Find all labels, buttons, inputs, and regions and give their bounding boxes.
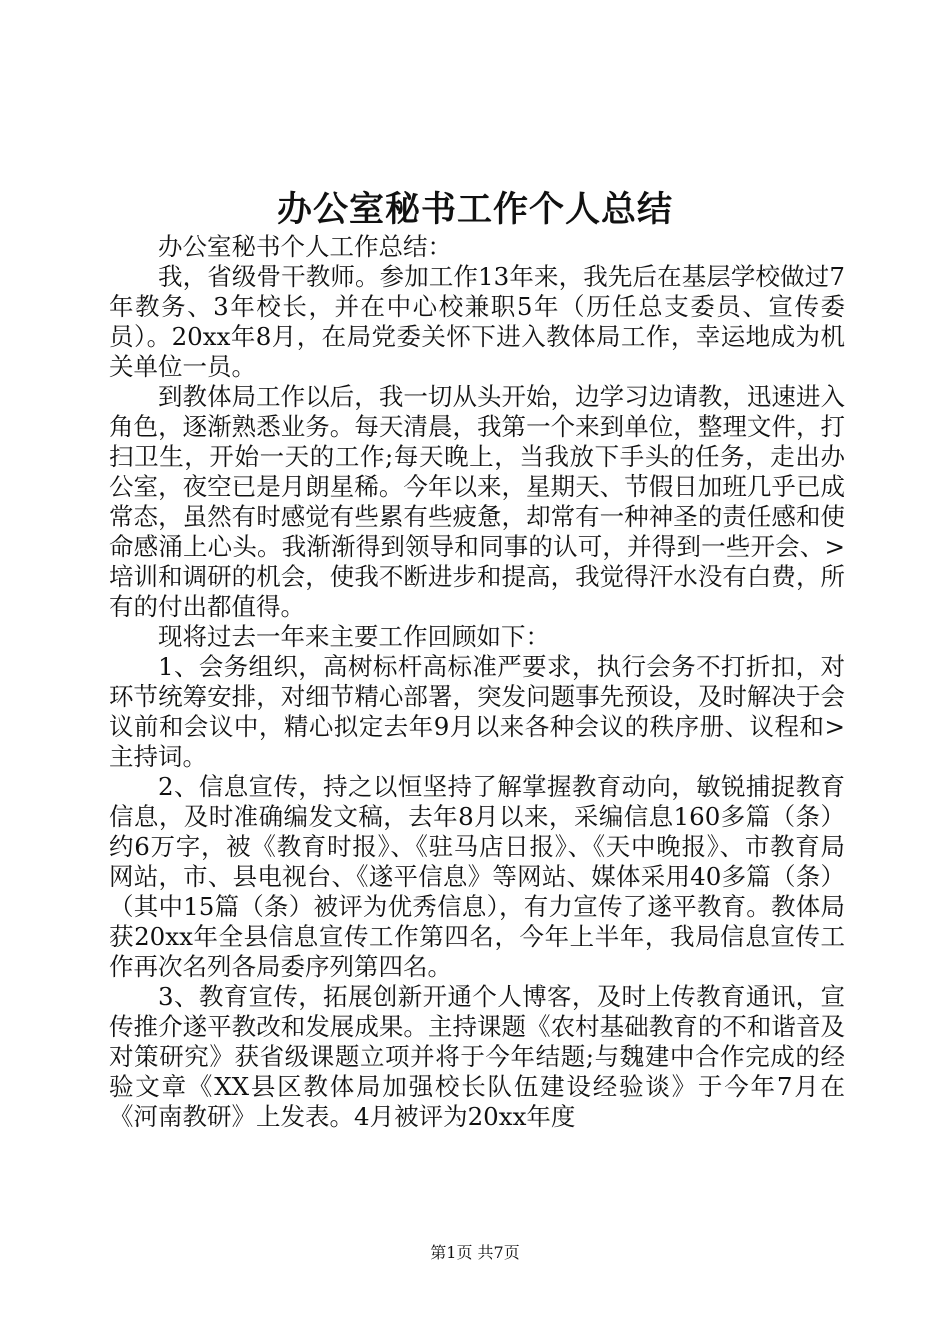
paragraph: 3、教育宣传，拓展创新开通个人博客，及时上传教育通讯，宣传推介遂平教改和发展成果。主持课题《农村基础教育的不和谐音及对策研究》获省级课题立项并将于今年结题;与魏建中合作完成的经验文章《XX县区教体局加强校长队伍建设经验谈》于今年7月在《河南教研》上发表。4月被评为20xx年度 [109,982,845,1131]
paragraph: 办公室秘书个人工作总结： [158,232,452,261]
paragraph: 我，省级骨干教师。参加工作13年来，我先后在基层学校做过7年教务、3年校长，并在中心校兼职5年（历任总支委员、宣传委员）。20xx年8月，在局党委关怀下进入教体局工作，幸运地成为机关单位一员。 [109,262,845,381]
paragraph: 1、会务组织，高树标杆高标准严要求，执行会务不打折扣，对环节统筹安排，对细节精心部署，突发问题事先预设，及时解决于会议前和会议中，精心拟定去年9月以来各种会议的秩序册、议程和>主持词。 [109,652,845,771]
page-number-footer: 第1页 共7页 [430,1243,520,1262]
paragraph: 2、信息宣传，持之以恒坚持了解掌握教育动向，敏锐捕捉教育信息，及时准确编发文稿，去年8月以来，采编信息160多篇（条）约6万字，被《教育时报》、《驻马店日报》、《天中晚报》、市教育局网站，市、县电视台、《遂平信息》等网站、媒体采用40多篇（条）（其中15篇（条）被评为优秀信息），有力宣传了遂平教育。教体局获20xx年全县信息宣传工作第四名，今年上半年，我局信息宣传工作再次名列各局委序列第四名。 [109,772,845,981]
document-title: 办公室秘书工作个人总结 [276,189,673,230]
paragraph: 到教体局工作以后，我一切从头开始，边学习边请教，迅速进入角色，逐渐熟悉业务。每天清晨，我第一个来到单位，整理文件，打扫卫生，开始一天的工作;每天晚上，当我放下手头的任务，走出办公室，夜空已是月朗星稀。今年以来，星期天、节假日加班几乎已成常态，虽然有时感觉有些累有些疲惫，却常有一种神圣的责任感和使命感涌上心头。我渐渐得到领导和同事的认可，并得到一些开会、>培训和调研的机会，使我不断进步和提高，我觉得汗水没有白费，所有的付出都值得。 [109,382,845,621]
paragraph: 现将过去一年来主要工作回顾如下： [158,622,550,651]
document-body [109,232,845,1132]
